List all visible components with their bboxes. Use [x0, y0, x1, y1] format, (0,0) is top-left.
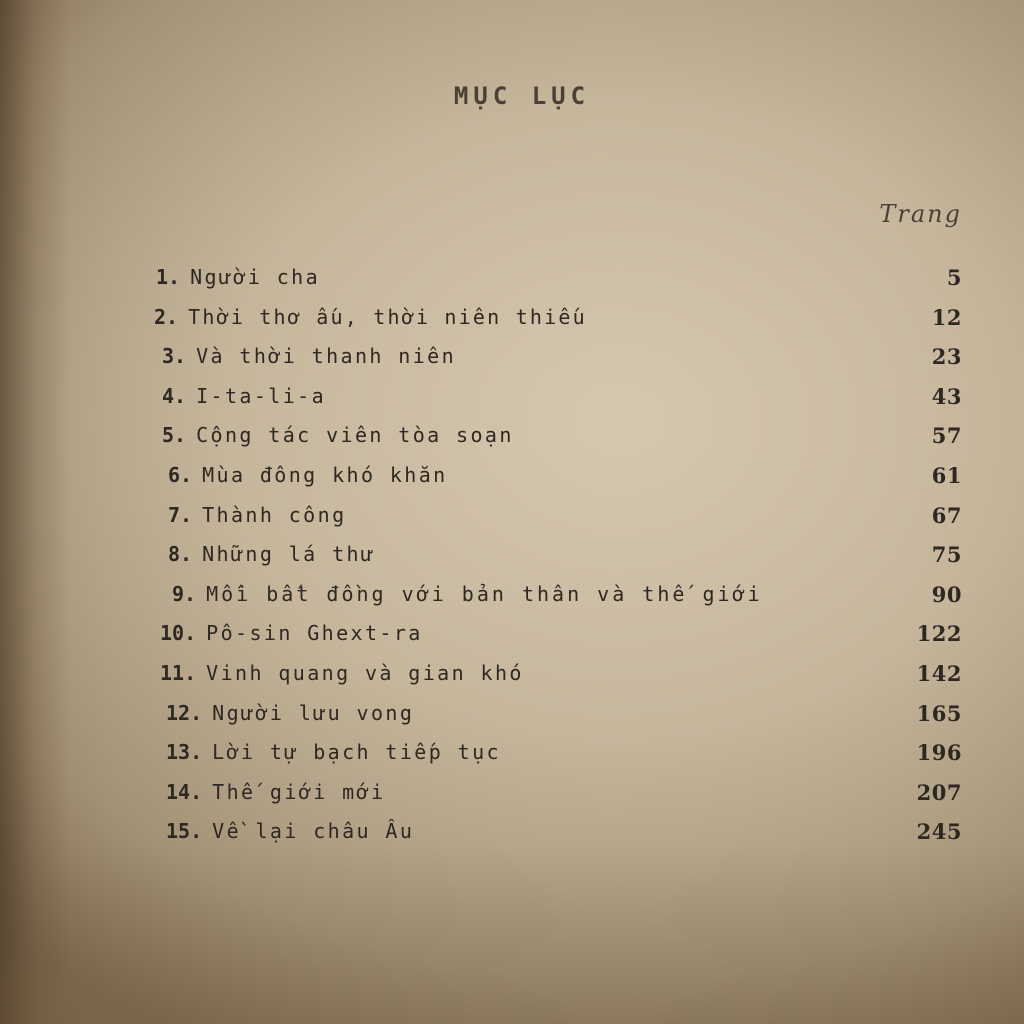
entry-title: Thành công	[202, 502, 347, 527]
entry-number: 3.	[162, 344, 187, 369]
entry-number: 9.	[172, 581, 197, 606]
entry-number: 12.	[166, 700, 203, 725]
entry-page-number: 61	[931, 462, 962, 488]
entry-number: 5.	[162, 423, 187, 448]
entry-page-number: 245	[916, 819, 962, 845]
entry-number: 14.	[166, 779, 203, 804]
entry-title: Người cha	[190, 265, 321, 289]
toc-entry	[150, 575, 962, 615]
page-column-header: Trang	[879, 200, 962, 228]
toc-entry	[150, 773, 962, 813]
page-title: MỤC LỤC	[453, 82, 591, 110]
entry-number: 2.	[154, 304, 179, 329]
toc-entry	[150, 654, 962, 694]
entry-number: 10.	[160, 621, 197, 646]
entry-page-number: 57	[931, 423, 962, 449]
entry-title: Lời tự bạch tiếp tục	[212, 740, 501, 765]
entry-page-number: 207	[916, 779, 962, 805]
toc-entry	[150, 456, 962, 496]
entry-page-number: 196	[916, 740, 962, 766]
entry-page-number: 43	[931, 383, 962, 409]
entry-number: 4.	[162, 383, 187, 408]
table-of-contents	[150, 258, 962, 852]
entry-number: 8.	[168, 542, 193, 567]
entry-title: Người lưu vong	[212, 700, 415, 725]
entry-title: Những lá thư	[202, 542, 376, 567]
page-shade	[0, 844, 1024, 1024]
entry-title: Mùa đông khó khăn	[202, 462, 448, 487]
entry-title: Về lại châu Âu	[212, 819, 415, 844]
entry-page-number: 165	[916, 700, 962, 726]
entry-number: 1.	[156, 265, 181, 289]
entry-title: Thế giới mới	[212, 779, 386, 804]
toc-entry	[150, 258, 962, 298]
entry-number: 15.	[166, 819, 203, 844]
toc-entry	[150, 298, 962, 338]
entry-number: 11.	[160, 660, 197, 685]
entry-page-number: 5	[946, 265, 962, 290]
entry-title: Cộng tác viên tòa soạn	[196, 423, 514, 448]
entry-title: Vinh quang và gian khó	[206, 660, 524, 685]
entry-page-number: 67	[931, 502, 962, 528]
toc-entry	[150, 416, 962, 456]
entry-page-number: 75	[931, 542, 962, 568]
entry-number: 7.	[168, 502, 193, 527]
entry-title: Mối bất đồng với bản thân và thế giới	[206, 581, 763, 606]
entry-title: Và thời thanh niên	[196, 344, 457, 369]
entry-page-number: 142	[916, 660, 962, 686]
toc-entry	[150, 694, 962, 734]
entry-page-number: 12	[931, 304, 962, 330]
toc-entry	[150, 614, 962, 654]
entry-page-number: 90	[931, 581, 962, 607]
entry-title: Thời thơ ấu, thời niên thiếu	[188, 304, 587, 329]
toc-entry	[150, 377, 962, 417]
entry-page-number: 122	[916, 621, 962, 647]
entry-number: 6.	[168, 462, 193, 487]
toc-entry	[150, 496, 962, 536]
toc-entry	[150, 733, 962, 773]
entry-title: I-ta-li-a	[196, 383, 327, 408]
entry-title: Pô-sin Ghext-ra	[206, 621, 423, 646]
toc-entry	[150, 535, 962, 575]
toc-entry	[150, 337, 962, 377]
toc-entry	[150, 812, 962, 852]
entry-number: 13.	[166, 740, 203, 765]
entry-page-number: 23	[931, 344, 962, 370]
